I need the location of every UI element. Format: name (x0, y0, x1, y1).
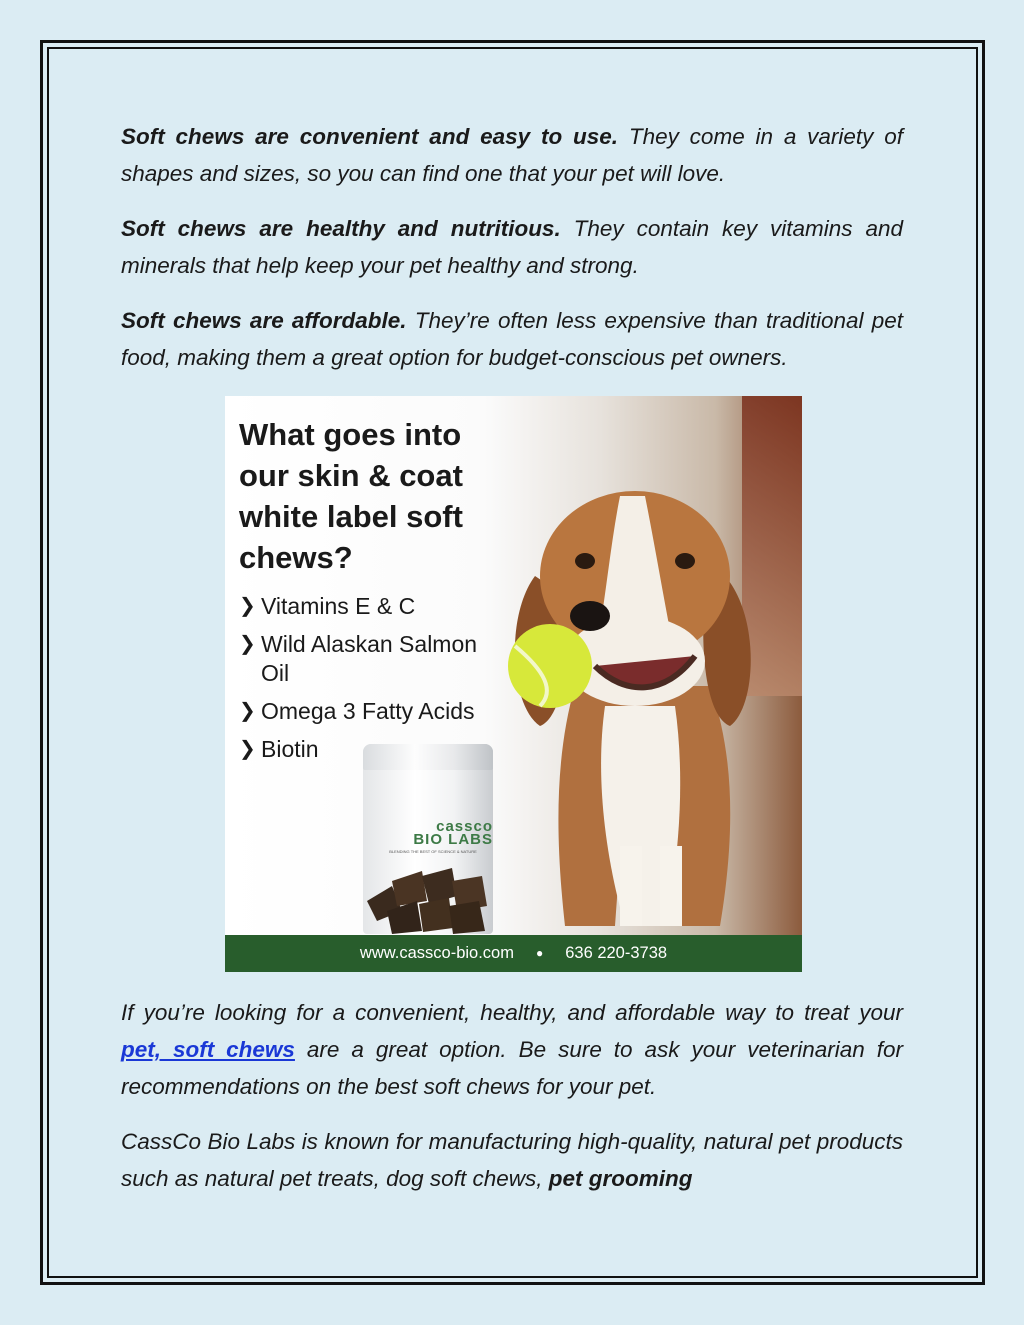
product-jar-lid (363, 744, 493, 770)
paragraph-convenient (121, 118, 903, 192)
product-advertisement-image (225, 396, 802, 972)
paragraph-conclusion: If you’re looking for a convenient, healthy, and affordable way to treat your pet, soft chews are a great option. Be sure to ask your veterinarian for recommendations on the best soft chews for your pet. (121, 1000, 903, 1099)
paragraph-text: They come in a variety of shapes and sizes, so you can find one that your pet will love. (121, 124, 903, 186)
beagle-with-ball-illustration (495, 456, 802, 936)
paragraph-text: They contain key vitamins and minerals that help keep your pet healthy and strong. (121, 216, 903, 278)
paragraph-text: They’re often less expensive than traditional pet food, making them a great option for budget-conscious pet owners. (121, 308, 903, 370)
document-content (121, 118, 903, 1215)
chevron-right-icon: ❯ (239, 738, 256, 760)
chevron-right-icon: ❯ (239, 633, 256, 655)
cassco-logo: cassco BIO LABS BLENDING THE BEST OF SCIENCE & NATURE (389, 818, 493, 854)
paragraph-healthy (121, 210, 903, 284)
ad-contact-bar (225, 935, 802, 972)
paragraph-heading: Soft chews are convenient and easy to use. (121, 124, 619, 149)
soft-chews-pile (357, 856, 507, 936)
paragraph-about-cassco: CassCo Bio Labs is known for manufacturing high-quality, natural pet products such as natural pet treats, dog soft chews, pet grooming (121, 1129, 903, 1191)
ad-phone: 636 220-3738 (565, 944, 668, 962)
soft-chews-link[interactable]: pet, soft chews (121, 1037, 295, 1062)
ingredient-item: ❯ Wild Alaskan Salmon Oil (239, 631, 478, 686)
ingredient-item: ❯ Vitamins E & C (239, 593, 416, 619)
chevron-right-icon: ❯ (239, 595, 256, 617)
ingredient-item: ❯ Omega 3 Fatty Acids (239, 698, 475, 724)
bullet-icon: ● (535, 946, 544, 960)
chevron-right-icon: ❯ (239, 700, 256, 722)
ad-website: www.cassco-bio.com (359, 944, 514, 962)
paragraph-heading: Soft chews are affordable. (121, 308, 407, 333)
paragraph-heading: Soft chews are healthy and nutritious. (121, 216, 561, 241)
ad-title: What goes into our skin & coat white label soft chews? (239, 417, 463, 575)
ingredient-item: ❯ Biotin (239, 736, 319, 762)
paragraph-affordable (121, 302, 903, 376)
